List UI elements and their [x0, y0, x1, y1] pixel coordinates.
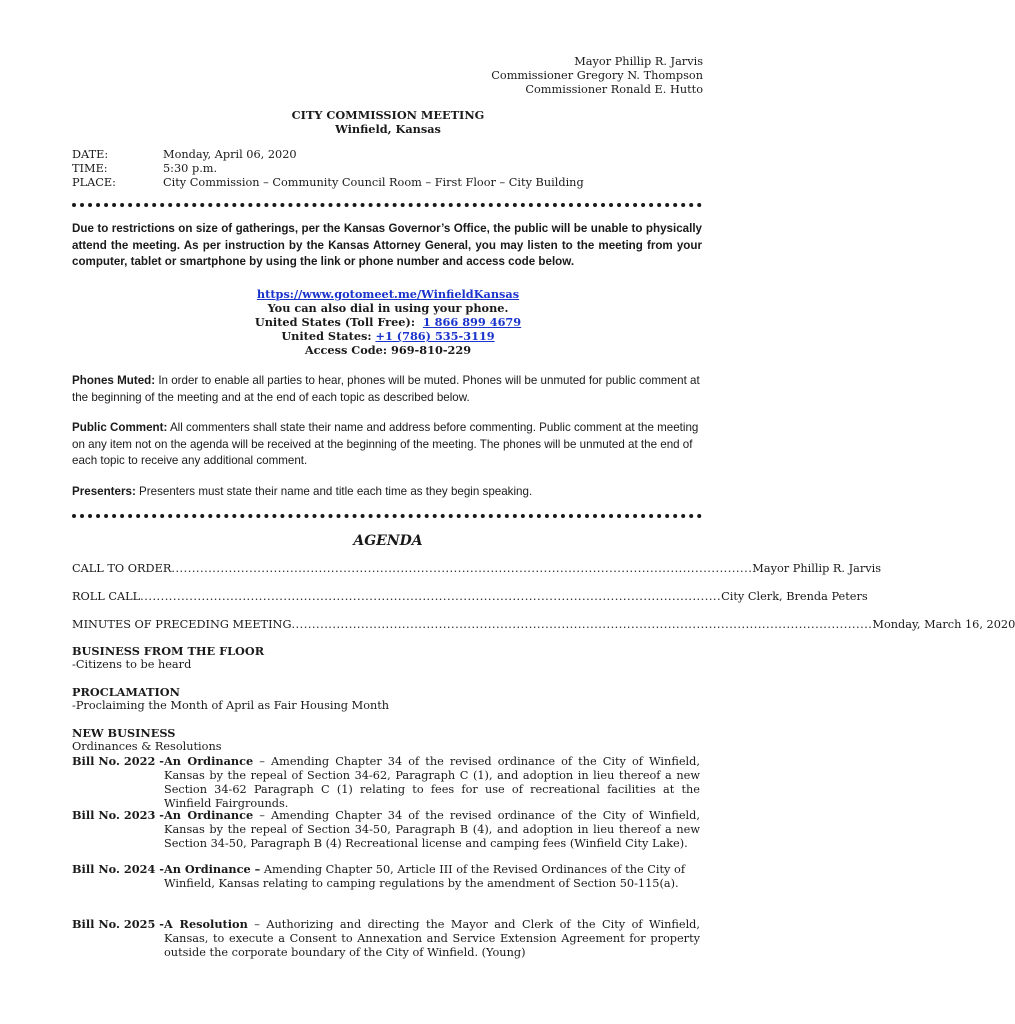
leader-dots: .............................................................................................................................................. — [291, 618, 873, 631]
bill-2025 — [72, 917, 700, 960]
bill-description: – Amending Chapter 34 of the revised ordinance of the City of Winfield, Kansas by the repeal of Section 34-62, Paragraph C (1), and adoption in lieu thereof a new Section 34-62 Paragraph C (1) relating to fees for use of recreational facilities at the Winfield Fairgrounds. — [164, 755, 700, 810]
public-comment-text: All commenters shall state their name and address before commenting. Public comment at the meeting on any item not on the agenda will be received at the beginning of the meeting. The phones will be unmuted at the end of each topic to receive any additional comment. — [72, 421, 699, 467]
meeting-details — [72, 148, 702, 190]
bill-description: Amending Chapter 50, Article III of the Revised Ordinances of the City of Winfield, Kansas relating to camping regulations by the amendment of Section 50-115(a). — [164, 863, 685, 890]
floor-heading: BUSINESS FROM THE FLOOR — [72, 644, 265, 658]
agenda-minutes — [72, 618, 1015, 632]
restrictions-notice: Due to restrictions on size of gatherings, per the Kansas Governor’s Office, the public will be unable to physically attend the meeting. As per instruction by the Kansas Attorney General, you may listen to the meeting from your computer, tablet or smartphone by using the link or phone number and access code below. — [72, 222, 702, 268]
time-value: 5:30 p.m. — [163, 162, 218, 175]
bill-text — [164, 917, 700, 960]
bill-text — [164, 862, 700, 891]
roll-call-label: ROLL CALL — [72, 590, 141, 603]
bill-number: Bill No. 2024 - — [72, 862, 164, 876]
agenda-call-to-order — [72, 562, 882, 576]
tollfree-label: United States (Toll Free): — [254, 315, 416, 329]
us-number-link[interactable]: +1 (786) 535-3119 — [375, 329, 495, 343]
minutes-value: Monday, March 16, 2020 — [872, 618, 1015, 631]
place-value: City Commission – Community Council Room – First Floor – City Building — [163, 176, 584, 189]
us-label: United States: — [281, 329, 372, 343]
agenda-heading: AGENDA — [353, 533, 423, 549]
bill-kind: An Ordinance — [164, 754, 254, 768]
tollfree-number-link[interactable]: 1 866 899 4679 — [422, 315, 522, 329]
divider-bottom — [72, 514, 702, 518]
presenters-paragraph — [72, 484, 702, 501]
bill-kind: An Ordinance — [164, 808, 254, 822]
public-comment-paragraph — [72, 420, 702, 470]
bill-text — [164, 754, 700, 811]
bill-kind: An Ordinance – — [164, 862, 261, 876]
presenters-text: Presenters must state their name and title each time as they begin speaking. — [139, 485, 533, 498]
title-meeting: CITY COMMISSION MEETING — [291, 108, 485, 122]
bill-2022 — [72, 754, 700, 811]
bill-number: Bill No. 2025 - — [72, 917, 164, 931]
proclamation-heading: PROCLAMATION — [72, 685, 180, 699]
us-line — [0, 329, 776, 343]
commissioner-hutto: Commissioner Ronald E. Hutto — [525, 83, 703, 96]
call-to-order-label: CALL TO ORDER — [72, 562, 172, 575]
new-business-heading: NEW BUSINESS — [72, 726, 176, 740]
title-location: Winfield, Kansas — [335, 122, 441, 136]
time-label: TIME: — [72, 162, 108, 175]
new-business-section — [72, 726, 702, 754]
leader-dots: .............................................................................................................................................. — [171, 562, 753, 575]
divider-top — [72, 203, 702, 207]
mayor-name: Mayor Phillip R. Jarvis — [574, 55, 703, 68]
phones-muted-label: Phones Muted: — [72, 374, 156, 387]
call-to-order-value: Mayor Phillip R. Jarvis — [752, 562, 882, 575]
new-business-subheading: Ordinances & Resolutions — [72, 740, 222, 753]
bill-text — [164, 808, 700, 851]
bill-2023 — [72, 808, 700, 851]
dial-in-note: You can also dial in using your phone. — [267, 301, 509, 315]
access-info — [0, 287, 776, 357]
bill-description: – Authorizing and directing the Mayor and Clerk of the City of Winfield, Kansas, to execute a Consent to Annexation and Service Extension Agreement for property outside the corporate boundary of the City of Winfield. (Young) — [164, 918, 700, 959]
agenda-roll-call — [72, 590, 868, 604]
date-label: DATE: — [72, 148, 109, 161]
access-code: Access Code: 969-810-229 — [304, 343, 472, 357]
roll-call-value: City Clerk, Brenda Peters — [721, 590, 868, 603]
minutes-label: MINUTES OF PRECEDING MEETING — [72, 618, 292, 631]
place-label: PLACE: — [72, 176, 116, 189]
phones-muted-paragraph — [72, 373, 702, 406]
officials-block — [303, 55, 703, 97]
page-title — [0, 108, 776, 136]
bill-description: – Amending Chapter 34 of the revised ordinance of the City of Winfield, Kansas by the repeal of Section 34-50, Paragraph B (4), and adoption in lieu thereof a new Section 34-50, Paragraph B (4) Recreational license and camping fees (Winfield City Lake). — [164, 809, 700, 850]
bill-number: Bill No. 2023 - — [72, 808, 164, 822]
tollfree-line — [0, 315, 776, 329]
bill-kind: A Resolution — [164, 917, 248, 931]
bill-number: Bill No. 2022 - — [72, 754, 164, 768]
proclamation-item: -Proclaiming the Month of April as Fair Housing Month — [72, 699, 390, 712]
public-comment-label: Public Comment: — [72, 421, 168, 434]
commissioner-thompson: Commissioner Gregory N. Thompson — [491, 69, 703, 82]
bill-2024 — [72, 862, 700, 891]
floor-item: -Citizens to be heard — [72, 658, 192, 671]
business-from-floor — [72, 644, 702, 672]
meeting-link[interactable]: https://www.gotomeet.me/WinfieldKansas — [256, 287, 520, 301]
leader-dots: .............................................................................................................................................. — [140, 590, 722, 603]
proclamation-section — [72, 685, 702, 713]
date-value: Monday, April 06, 2020 — [163, 148, 297, 161]
presenters-label: Presenters: — [72, 485, 136, 498]
phones-muted-text: In order to enable all parties to hear, phones will be muted. Phones will be unmuted for public comment at the beginning of the meeting and at the end of each topic as described below. — [72, 374, 700, 404]
